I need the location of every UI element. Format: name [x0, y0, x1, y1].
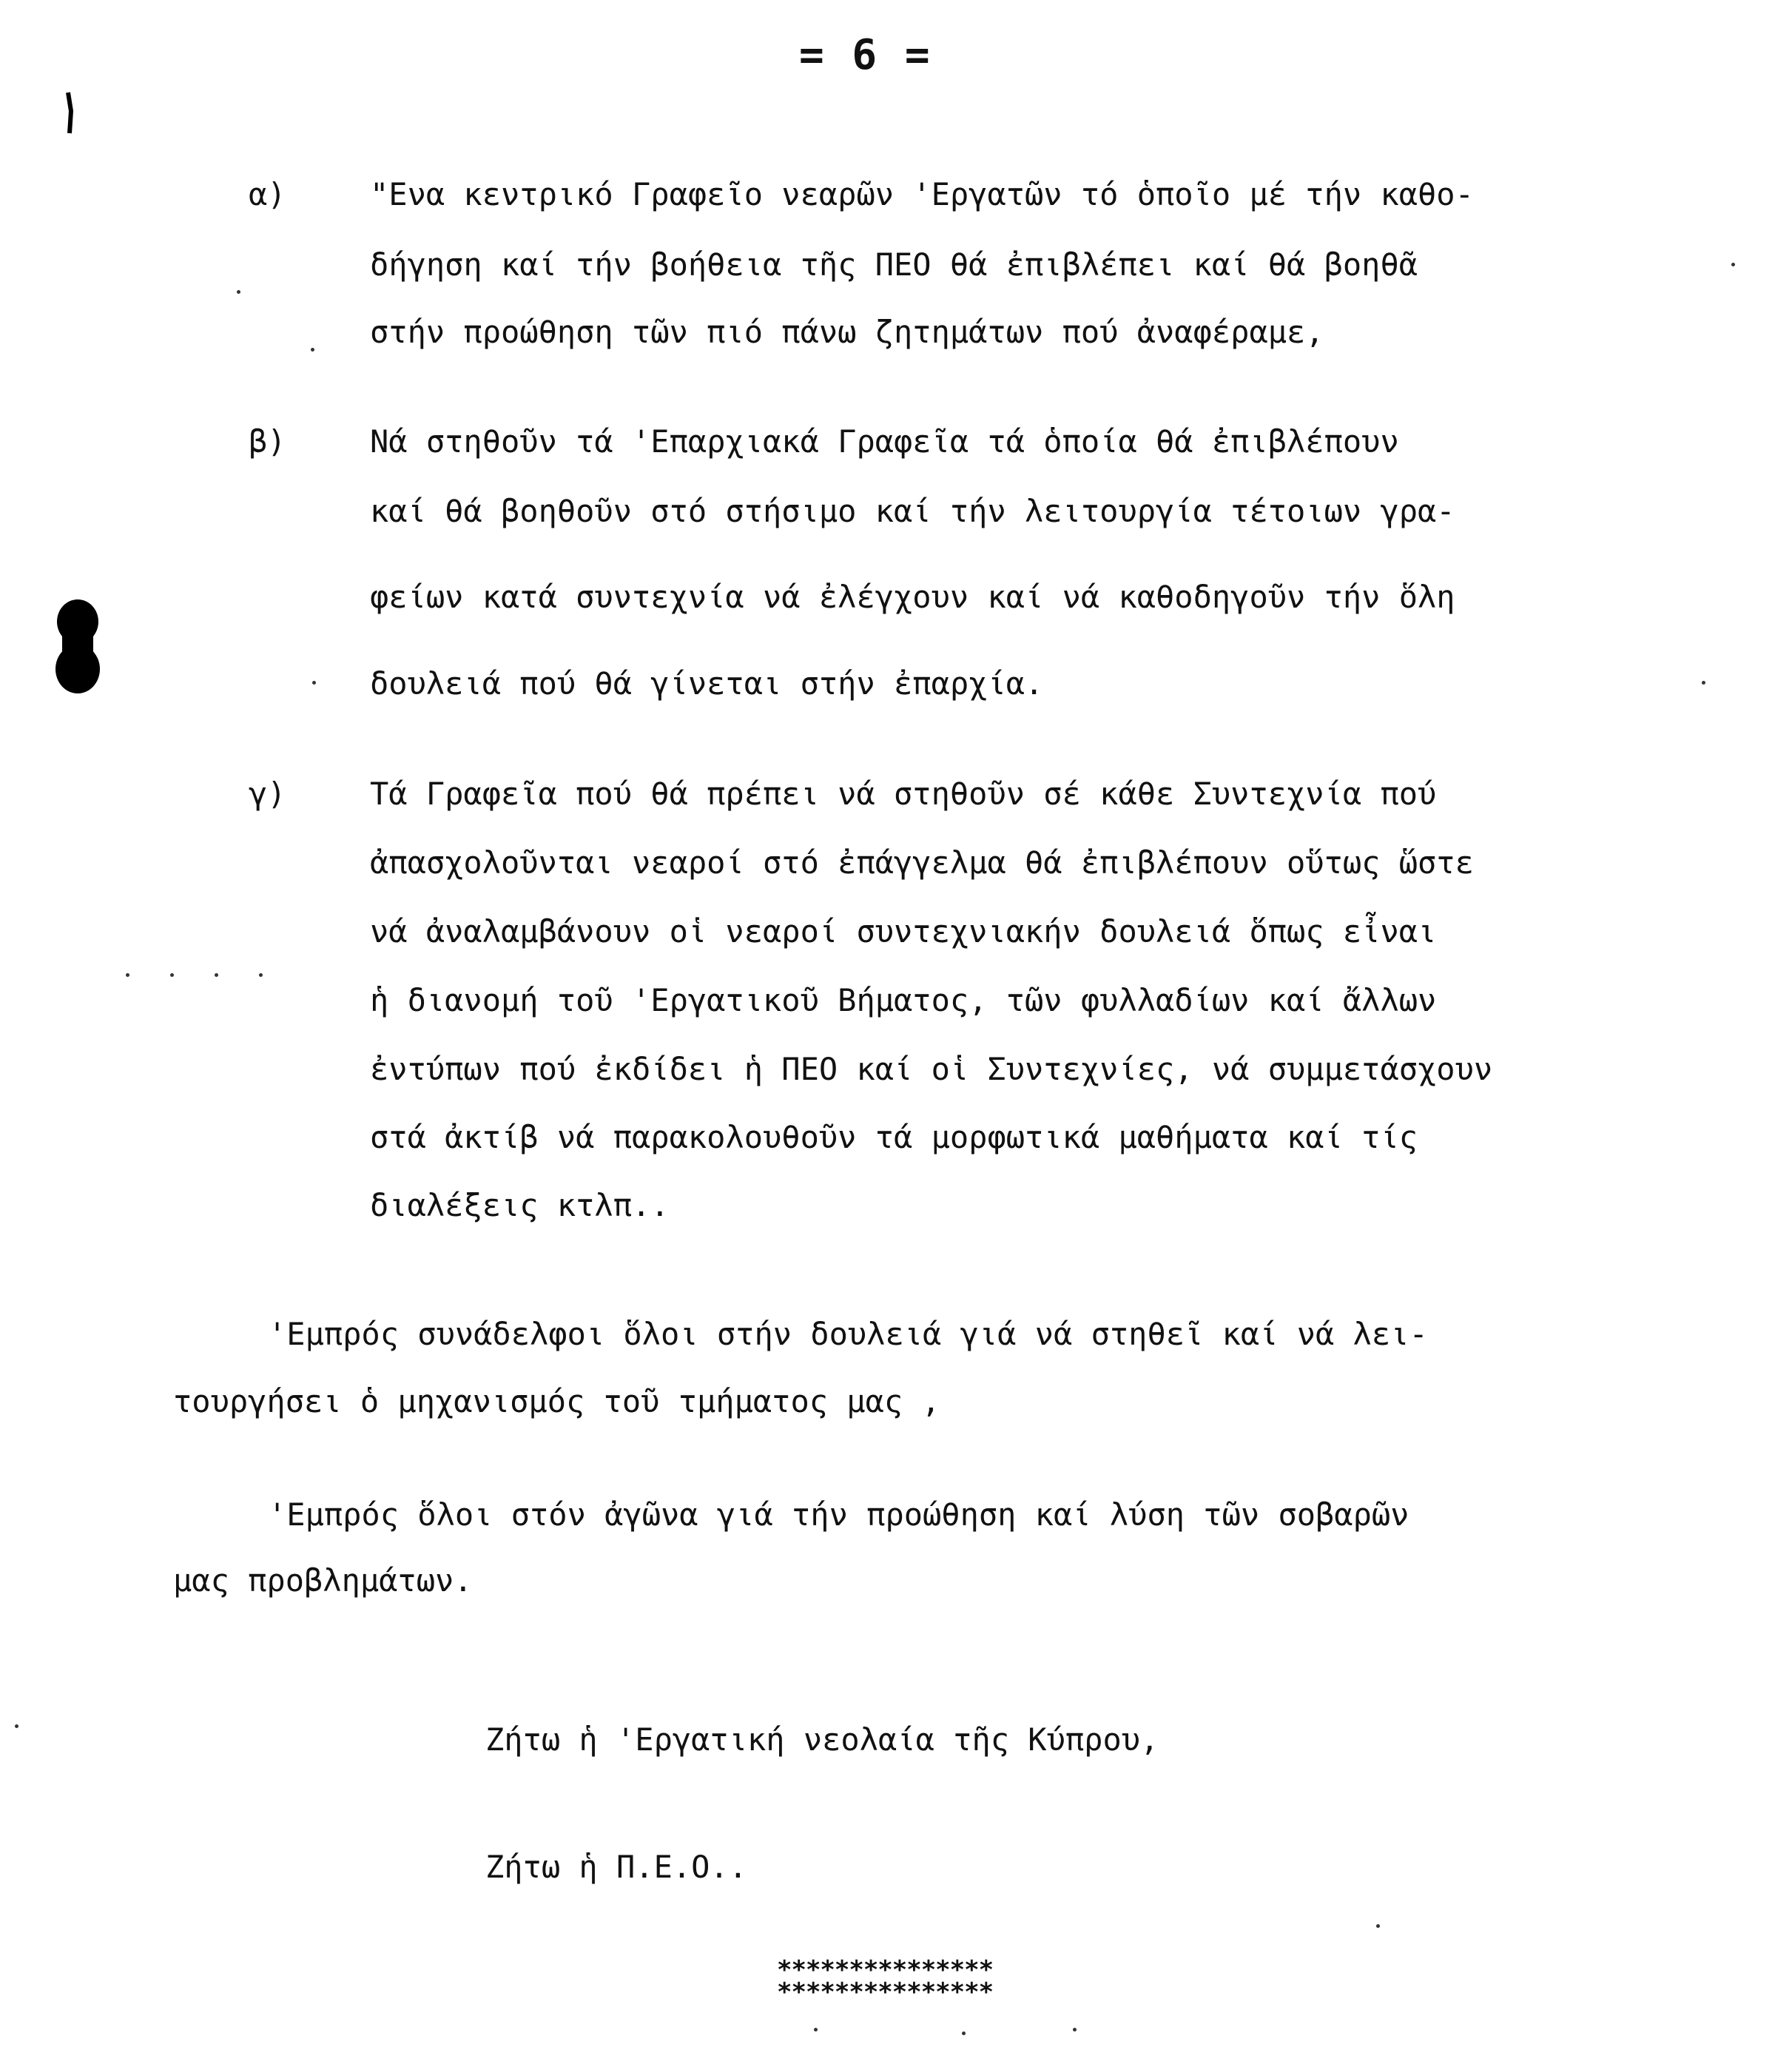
item-marker: γ): [249, 776, 286, 812]
ink-blot-mark: [55, 598, 101, 694]
scan-speck: [15, 1724, 18, 1728]
scan-speck: [312, 681, 316, 685]
margin-mark: [59, 89, 81, 141]
closing-line: Ζήτω ἡ 'Εργατική νεολαία τῆς Κύπρου,: [485, 1721, 1159, 1758]
item-line: στήν προώθηση τῶν πιό πάνω ζητημάτων πού ἀναφέραμε,: [370, 314, 1324, 350]
item-line: νά ἀναλαμβάνουν οἱ νεαροί συντεχνιακήν δουλειά ὅπως εἶναι: [370, 913, 1437, 950]
item-line: καί θά βοηθοῦν στό στήσιμο καί τήν λειτουργία τέτοιων γρα-: [370, 493, 1455, 529]
page-number: = 6 =: [799, 31, 932, 79]
paragraph-line: 'Εμπρός ὅλοι στόν ἀγῶνα γιά τήν προώθηση καί λύση τῶν σοβαρῶν: [268, 1496, 1409, 1533]
scan-speck: [126, 973, 129, 977]
item-line: ἀπασχολοῦνται νεαροί στό ἐπάγγελμα θά ἐπιβλέπουν οὕτως ὥστε: [370, 844, 1474, 881]
separator-stars: ***************: [777, 1977, 994, 2007]
scan-speck: [259, 973, 263, 977]
scan-speck: [170, 973, 174, 977]
item-line: στά ἀκτίβ νά παρακολουθοῦν τά μορφωτικά μαθήματα καί τίς: [370, 1119, 1418, 1155]
item-line: δήγηση καί τήν βοήθεια τῆς ΠΕΟ θά ἐπιβλέπει καί θά βοηθᾶ: [370, 246, 1418, 283]
scan-speck: [1702, 681, 1705, 685]
item-line: ἡ διανομή τοῦ 'Εργατικοῦ Βήματος, τῶν φυλλαδίων καί ἄλλων: [370, 982, 1437, 1018]
scan-speck: [237, 290, 240, 294]
item-line: ἐντύπων πού ἐκδίδει ἡ ΠΕΟ καί οἱ Συντεχνίες, νά συμμετάσχουν: [370, 1051, 1493, 1087]
separator-stars: ***************: [777, 1955, 994, 1985]
item-line: "Ενα κεντρικό Γραφεῖο νεαρῶν 'Εργατῶν τό ὁποῖο μέ τήν καθο-: [370, 176, 1474, 212]
item-marker: β): [249, 423, 286, 460]
item-line: Τά Γραφεῖα πού θά πρέπει νά στηθοῦν σέ κάθε Συντεχνία πού: [370, 776, 1437, 812]
item-line: φείων κατά συντεχνία νά ἐλέγχουν καί νά καθοδηγοῦν τήν ὅλη: [370, 579, 1455, 615]
paragraph-line: 'Εμπρός συνάδελφοι ὅλοι στήν δουλειά γιά νά στηθεῖ καί νά λει-: [268, 1316, 1428, 1352]
scan-speck: [215, 973, 218, 977]
closing-line: Ζήτω ἡ Π.Ε.Ο..: [485, 1849, 748, 1885]
scan-speck: [311, 348, 314, 352]
item-line: δουλειά πού θά γίνεται στήν ἐπαρχία.: [370, 665, 1044, 702]
item-marker: α): [249, 176, 286, 212]
scan-speck: [962, 2031, 966, 2035]
paragraph-line: τουργήσει ὁ μηχανισμός τοῦ τμήματος μας ,: [173, 1383, 940, 1419]
item-line: διαλέξεις κτλπ..: [370, 1187, 670, 1223]
scan-speck: [1073, 2028, 1077, 2031]
scan-speck: [1731, 263, 1735, 266]
scan-speck: [1376, 1924, 1380, 1928]
paragraph-line: μας προβλημάτων.: [173, 1562, 473, 1599]
scan-speck: [814, 2028, 818, 2031]
item-line: Νά στηθοῦν τά 'Επαρχιακά Γραφεῖα τά ὁποία θά ἐπιβλέπουν: [370, 423, 1399, 460]
